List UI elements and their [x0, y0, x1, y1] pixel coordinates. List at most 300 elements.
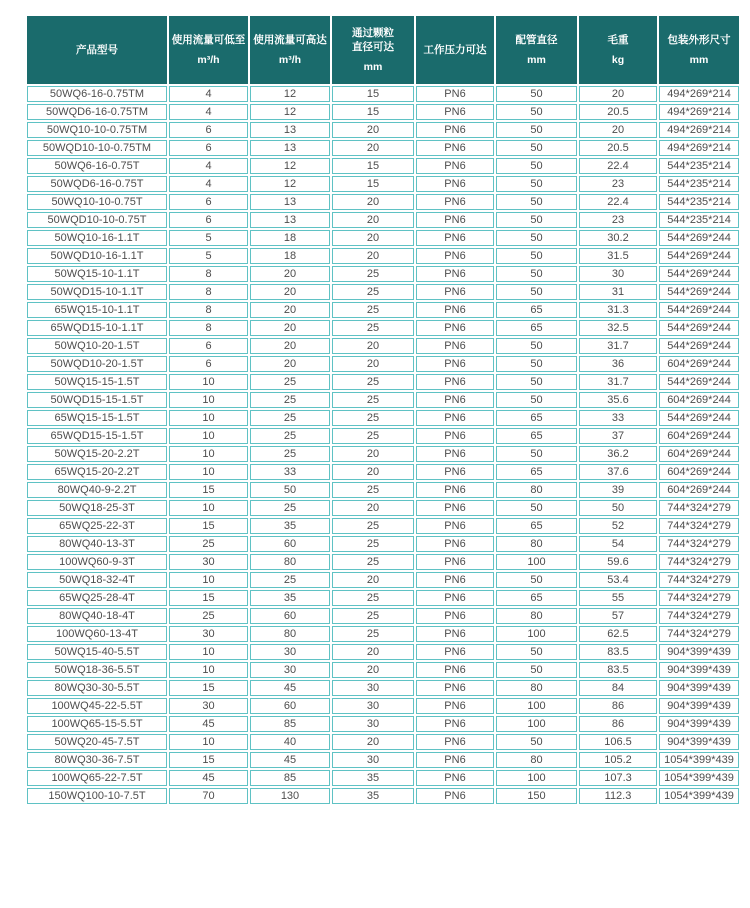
gross-weight-cell: 23: [579, 212, 657, 228]
pipe-diameter-cell: 50: [496, 212, 577, 228]
flow-min-cell: 25: [169, 608, 248, 624]
flow-min-cell: 10: [169, 410, 248, 426]
pipe-diameter-cell: 100: [496, 698, 577, 714]
table-row: [27, 770, 739, 786]
table-row: [27, 734, 739, 750]
column-header-particle-diameter: [332, 16, 414, 84]
flow-min-cell: 30: [169, 626, 248, 642]
pipe-diameter-cell: 100: [496, 770, 577, 786]
pipe-diameter-cell: 80: [496, 752, 577, 768]
model-cell: 65WQD15-15-1.5T: [27, 428, 167, 444]
flow-max-cell: 25: [250, 374, 330, 390]
table-row: [27, 356, 739, 372]
particle-diameter-cell: 25: [332, 626, 414, 642]
package-size-cell: 904*399*439: [659, 698, 739, 714]
particle-diameter-cell: 35: [332, 788, 414, 804]
flow-max-cell: 13: [250, 140, 330, 156]
particle-diameter-cell: 30: [332, 716, 414, 732]
gross-weight-cell: 20: [579, 122, 657, 138]
flow-max-cell: 12: [250, 86, 330, 102]
particle-diameter-cell: 20: [332, 212, 414, 228]
pipe-diameter-cell: 50: [496, 122, 577, 138]
column-header-pipe-diameter: [496, 16, 577, 84]
pipe-diameter-cell: 80: [496, 482, 577, 498]
flow-min-cell: 4: [169, 176, 248, 192]
gross-weight-cell: 86: [579, 698, 657, 714]
working-pressure-cell: PN6: [416, 140, 494, 156]
particle-diameter-cell: 25: [332, 374, 414, 390]
model-cell: 65WQ15-15-1.5T: [27, 410, 167, 426]
flow-min-cell: 10: [169, 572, 248, 588]
product-spec-table: [25, 14, 741, 806]
working-pressure-cell: PN6: [416, 788, 494, 804]
column-unit: mm: [527, 53, 546, 66]
gross-weight-cell: 30: [579, 266, 657, 282]
package-size-cell: 744*324*279: [659, 626, 739, 642]
working-pressure-cell: PN6: [416, 464, 494, 480]
flow-min-cell: 45: [169, 770, 248, 786]
particle-diameter-cell: 20: [332, 500, 414, 516]
particle-diameter-cell: 25: [332, 302, 414, 318]
working-pressure-cell: PN6: [416, 734, 494, 750]
flow-max-cell: 60: [250, 608, 330, 624]
working-pressure-cell: PN6: [416, 572, 494, 588]
flow-min-cell: 30: [169, 698, 248, 714]
particle-diameter-cell: 25: [332, 518, 414, 534]
package-size-cell: 744*324*279: [659, 518, 739, 534]
package-size-cell: 904*399*439: [659, 662, 739, 678]
flow-min-cell: 6: [169, 122, 248, 138]
model-cell: 65WQ25-28-4T: [27, 590, 167, 606]
table-row: [27, 230, 739, 246]
model-cell: 50WQ18-36-5.5T: [27, 662, 167, 678]
gross-weight-cell: 105.2: [579, 752, 657, 768]
particle-diameter-cell: 20: [332, 734, 414, 750]
particle-diameter-cell: 30: [332, 680, 414, 696]
gross-weight-cell: 33: [579, 410, 657, 426]
particle-diameter-cell: 25: [332, 266, 414, 282]
flow-min-cell: 10: [169, 446, 248, 462]
model-cell: 50WQ15-20-2.2T: [27, 446, 167, 462]
pipe-diameter-cell: 50: [496, 176, 577, 192]
pipe-diameter-cell: 50: [496, 572, 577, 588]
particle-diameter-cell: 30: [332, 698, 414, 714]
column-unit: m³/h: [197, 53, 220, 66]
column-label: 通过颗粒: [352, 27, 394, 40]
particle-diameter-cell: 20: [332, 122, 414, 138]
particle-diameter-cell: 25: [332, 320, 414, 336]
model-cell: 50WQ6-16-0.75T: [27, 158, 167, 174]
table-row: [27, 410, 739, 426]
flow-max-cell: 85: [250, 716, 330, 732]
table-row: [27, 518, 739, 534]
working-pressure-cell: PN6: [416, 158, 494, 174]
table-row: [27, 788, 739, 804]
table-body: [27, 86, 739, 804]
table-row: [27, 104, 739, 120]
particle-diameter-cell: 25: [332, 536, 414, 552]
flow-min-cell: 10: [169, 428, 248, 444]
column-unit: m³/h: [278, 53, 302, 66]
table-row: [27, 698, 739, 714]
gross-weight-cell: 36.2: [579, 446, 657, 462]
flow-min-cell: 8: [169, 284, 248, 300]
model-cell: 50WQ10-10-0.75TM: [27, 122, 167, 138]
package-size-cell: 904*399*439: [659, 734, 739, 750]
package-size-cell: 904*399*439: [659, 716, 739, 732]
particle-diameter-cell: 15: [332, 86, 414, 102]
model-cell: 50WQ15-40-5.5T: [27, 644, 167, 660]
flow-min-cell: 15: [169, 680, 248, 696]
table-row: [27, 446, 739, 462]
working-pressure-cell: PN6: [416, 554, 494, 570]
working-pressure-cell: PN6: [416, 248, 494, 264]
working-pressure-cell: PN6: [416, 644, 494, 660]
flow-max-cell: 12: [250, 104, 330, 120]
table-row: [27, 302, 739, 318]
package-size-cell: 1054*399*439: [659, 788, 739, 804]
flow-max-cell: 12: [250, 176, 330, 192]
particle-diameter-cell: 25: [332, 608, 414, 624]
pipe-diameter-cell: 50: [496, 338, 577, 354]
flow-max-cell: 80: [250, 626, 330, 642]
pipe-diameter-cell: 50: [496, 374, 577, 390]
flow-min-cell: 10: [169, 662, 248, 678]
table-row: [27, 536, 739, 552]
package-size-cell: 494*269*214: [659, 86, 739, 102]
gross-weight-cell: 35.6: [579, 392, 657, 408]
model-cell: 50WQ6-16-0.75TM: [27, 86, 167, 102]
working-pressure-cell: PN6: [416, 482, 494, 498]
model-cell: 50WQD6-16-0.75T: [27, 176, 167, 192]
flow-min-cell: 5: [169, 248, 248, 264]
gross-weight-cell: 30.2: [579, 230, 657, 246]
flow-min-cell: 10: [169, 644, 248, 660]
package-size-cell: 544*269*244: [659, 284, 739, 300]
table-row: [27, 194, 739, 210]
gross-weight-cell: 83.5: [579, 662, 657, 678]
column-unit: kg: [611, 53, 625, 66]
flow-max-cell: 18: [250, 248, 330, 264]
package-size-cell: 544*269*244: [659, 338, 739, 354]
model-cell: 80WQ40-13-3T: [27, 536, 167, 552]
table-row: [27, 338, 739, 354]
flow-min-cell: 15: [169, 752, 248, 768]
package-size-cell: 494*269*214: [659, 104, 739, 120]
model-cell: 65WQ15-20-2.2T: [27, 464, 167, 480]
pipe-diameter-cell: 100: [496, 626, 577, 642]
flow-min-cell: 45: [169, 716, 248, 732]
column-label: 包装外形尺寸: [667, 34, 731, 47]
pipe-diameter-cell: 65: [496, 590, 577, 606]
flow-min-cell: 6: [169, 338, 248, 354]
gross-weight-cell: 55: [579, 590, 657, 606]
package-size-cell: 544*269*244: [659, 302, 739, 318]
package-size-cell: 544*269*244: [659, 230, 739, 246]
flow-max-cell: 130: [250, 788, 330, 804]
column-label: 产品型号: [76, 43, 118, 56]
pipe-diameter-cell: 80: [496, 680, 577, 696]
pipe-diameter-cell: 50: [496, 104, 577, 120]
flow-min-cell: 10: [169, 464, 248, 480]
flow-max-cell: 45: [250, 752, 330, 768]
flow-max-cell: 20: [250, 356, 330, 372]
table-row: [27, 284, 739, 300]
table-row: [27, 140, 739, 156]
table-row: [27, 626, 739, 642]
gross-weight-cell: 106.5: [579, 734, 657, 750]
package-size-cell: 1054*399*439: [659, 752, 739, 768]
pipe-diameter-cell: 50: [496, 158, 577, 174]
particle-diameter-cell: 25: [332, 428, 414, 444]
flow-max-cell: 30: [250, 644, 330, 660]
particle-diameter-cell: 20: [332, 140, 414, 156]
model-cell: 80WQ40-18-4T: [27, 608, 167, 624]
particle-diameter-cell: 25: [332, 554, 414, 570]
pipe-diameter-cell: 50: [496, 140, 577, 156]
table-row: [27, 158, 739, 174]
particle-diameter-cell: 20: [332, 572, 414, 588]
package-size-cell: 544*235*214: [659, 158, 739, 174]
column-header-model: [27, 16, 167, 84]
pipe-diameter-cell: 80: [496, 608, 577, 624]
working-pressure-cell: PN6: [416, 194, 494, 210]
table-row: [27, 572, 739, 588]
gross-weight-cell: 31.7: [579, 374, 657, 390]
working-pressure-cell: PN6: [416, 266, 494, 282]
particle-diameter-cell: 25: [332, 482, 414, 498]
particle-diameter-cell: 25: [332, 410, 414, 426]
flow-min-cell: 6: [169, 194, 248, 210]
particle-diameter-cell: 20: [332, 230, 414, 246]
working-pressure-cell: PN6: [416, 662, 494, 678]
column-label: 配管直径: [515, 34, 558, 47]
model-cell: 50WQ18-25-3T: [27, 500, 167, 516]
model-cell: 50WQD6-16-0.75TM: [27, 104, 167, 120]
gross-weight-cell: 57: [579, 608, 657, 624]
gross-weight-cell: 86: [579, 716, 657, 732]
gross-weight-cell: 37: [579, 428, 657, 444]
particle-diameter-cell: 20: [332, 248, 414, 264]
particle-diameter-cell: 25: [332, 392, 414, 408]
model-cell: 50WQ15-15-1.5T: [27, 374, 167, 390]
pipe-diameter-cell: 50: [496, 284, 577, 300]
package-size-cell: 604*269*244: [659, 482, 739, 498]
table-row: [27, 266, 739, 282]
working-pressure-cell: PN6: [416, 698, 494, 714]
package-size-cell: 744*324*279: [659, 572, 739, 588]
package-size-cell: 744*324*279: [659, 590, 739, 606]
gross-weight-cell: 50: [579, 500, 657, 516]
gross-weight-cell: 54: [579, 536, 657, 552]
flow-max-cell: 25: [250, 410, 330, 426]
pipe-diameter-cell: 65: [496, 428, 577, 444]
particle-diameter-cell: 25: [332, 284, 414, 300]
flow-min-cell: 10: [169, 374, 248, 390]
flow-max-cell: 25: [250, 392, 330, 408]
package-size-cell: 544*269*244: [659, 320, 739, 336]
model-cell: 50WQD10-10-0.75TM: [27, 140, 167, 156]
package-size-cell: 744*324*279: [659, 554, 739, 570]
model-cell: 100WQ65-15-5.5T: [27, 716, 167, 732]
flow-max-cell: 20: [250, 302, 330, 318]
pipe-diameter-cell: 65: [496, 302, 577, 318]
model-cell: 80WQ30-30-5.5T: [27, 680, 167, 696]
gross-weight-cell: 53.4: [579, 572, 657, 588]
particle-diameter-cell: 15: [332, 104, 414, 120]
flow-min-cell: 10: [169, 734, 248, 750]
working-pressure-cell: PN6: [416, 374, 494, 390]
pipe-diameter-cell: 65: [496, 410, 577, 426]
package-size-cell: 744*324*279: [659, 608, 739, 624]
flow-min-cell: 15: [169, 590, 248, 606]
flow-max-cell: 13: [250, 122, 330, 138]
model-cell: 50WQ10-10-0.75T: [27, 194, 167, 210]
flow-min-cell: 70: [169, 788, 248, 804]
package-size-cell: 904*399*439: [659, 644, 739, 660]
particle-diameter-cell: 20: [332, 662, 414, 678]
flow-min-cell: 6: [169, 212, 248, 228]
flow-min-cell: 10: [169, 500, 248, 516]
package-size-cell: 544*235*214: [659, 212, 739, 228]
package-size-cell: 494*269*214: [659, 122, 739, 138]
working-pressure-cell: PN6: [416, 176, 494, 192]
working-pressure-cell: PN6: [416, 590, 494, 606]
column-header-package-size: [659, 16, 739, 84]
package-size-cell: 604*269*244: [659, 464, 739, 480]
model-cell: 50WQD10-20-1.5T: [27, 356, 167, 372]
pipe-diameter-cell: 50: [496, 500, 577, 516]
pipe-diameter-cell: 50: [496, 734, 577, 750]
model-cell: 65WQ15-10-1.1T: [27, 302, 167, 318]
gross-weight-cell: 31.5: [579, 248, 657, 264]
column-label: 使用流量可低至: [171, 34, 246, 47]
gross-weight-cell: 62.5: [579, 626, 657, 642]
column-label: 直径可达: [352, 41, 394, 54]
table-row: [27, 752, 739, 768]
table-row: [27, 680, 739, 696]
working-pressure-cell: PN6: [416, 320, 494, 336]
gross-weight-cell: 107.3: [579, 770, 657, 786]
package-size-cell: 1054*399*439: [659, 770, 739, 786]
package-size-cell: 604*269*244: [659, 356, 739, 372]
flow-min-cell: 4: [169, 86, 248, 102]
package-size-cell: 904*399*439: [659, 680, 739, 696]
flow-max-cell: 33: [250, 464, 330, 480]
model-cell: 50WQD10-10-0.75T: [27, 212, 167, 228]
package-size-cell: 604*269*244: [659, 392, 739, 408]
working-pressure-cell: PN6: [416, 122, 494, 138]
particle-diameter-cell: 20: [332, 338, 414, 354]
table-row: [27, 392, 739, 408]
working-pressure-cell: PN6: [416, 212, 494, 228]
table-row: [27, 590, 739, 606]
gross-weight-cell: 52: [579, 518, 657, 534]
gross-weight-cell: 22.4: [579, 194, 657, 210]
table-row: [27, 500, 739, 516]
flow-max-cell: 80: [250, 554, 330, 570]
flow-min-cell: 8: [169, 320, 248, 336]
particle-diameter-cell: 25: [332, 590, 414, 606]
flow-max-cell: 20: [250, 320, 330, 336]
flow-max-cell: 20: [250, 284, 330, 300]
working-pressure-cell: PN6: [416, 752, 494, 768]
model-cell: 50WQ10-16-1.1T: [27, 230, 167, 246]
package-size-cell: 544*269*244: [659, 374, 739, 390]
particle-diameter-cell: 20: [332, 644, 414, 660]
pipe-diameter-cell: 50: [496, 86, 577, 102]
pipe-diameter-cell: 50: [496, 230, 577, 246]
header-row: [27, 16, 739, 84]
model-cell: 100WQ65-22-7.5T: [27, 770, 167, 786]
flow-min-cell: 10: [169, 392, 248, 408]
table-row: [27, 428, 739, 444]
particle-diameter-cell: 30: [332, 752, 414, 768]
working-pressure-cell: PN6: [416, 428, 494, 444]
gross-weight-cell: 112.3: [579, 788, 657, 804]
pipe-diameter-cell: 50: [496, 194, 577, 210]
gross-weight-cell: 84: [579, 680, 657, 696]
package-size-cell: 744*324*279: [659, 536, 739, 552]
gross-weight-cell: 36: [579, 356, 657, 372]
flow-min-cell: 15: [169, 482, 248, 498]
working-pressure-cell: PN6: [416, 392, 494, 408]
gross-weight-cell: 39: [579, 482, 657, 498]
model-cell: 50WQD10-16-1.1T: [27, 248, 167, 264]
flow-max-cell: 35: [250, 518, 330, 534]
flow-min-cell: 8: [169, 302, 248, 318]
working-pressure-cell: PN6: [416, 536, 494, 552]
table-row: [27, 554, 739, 570]
table-row: [27, 176, 739, 192]
flow-max-cell: 18: [250, 230, 330, 246]
flow-max-cell: 20: [250, 266, 330, 282]
column-label: 工作压力可达: [423, 43, 487, 56]
working-pressure-cell: PN6: [416, 716, 494, 732]
flow-max-cell: 50: [250, 482, 330, 498]
model-cell: 50WQD15-10-1.1T: [27, 284, 167, 300]
model-cell: 150WQ100-10-7.5T: [27, 788, 167, 804]
model-cell: 50WQ15-10-1.1T: [27, 266, 167, 282]
model-cell: 50WQ20-45-7.5T: [27, 734, 167, 750]
flow-min-cell: 6: [169, 356, 248, 372]
working-pressure-cell: PN6: [416, 518, 494, 534]
flow-max-cell: 20: [250, 338, 330, 354]
flow-max-cell: 35: [250, 590, 330, 606]
pipe-diameter-cell: 50: [496, 392, 577, 408]
particle-diameter-cell: 15: [332, 158, 414, 174]
model-cell: 50WQD15-15-1.5T: [27, 392, 167, 408]
working-pressure-cell: PN6: [416, 302, 494, 318]
gross-weight-cell: 31.3: [579, 302, 657, 318]
column-header-gross-weight: [579, 16, 657, 84]
working-pressure-cell: PN6: [416, 104, 494, 120]
table-row: [27, 320, 739, 336]
flow-max-cell: 13: [250, 194, 330, 210]
table-row: [27, 248, 739, 264]
flow-min-cell: 15: [169, 518, 248, 534]
working-pressure-cell: PN6: [416, 338, 494, 354]
table-row: [27, 662, 739, 678]
model-cell: 50WQ10-20-1.5T: [27, 338, 167, 354]
flow-max-cell: 40: [250, 734, 330, 750]
flow-max-cell: 12: [250, 158, 330, 174]
working-pressure-cell: PN6: [416, 626, 494, 642]
column-header-working-pressure: [416, 16, 494, 84]
flow-max-cell: 13: [250, 212, 330, 228]
package-size-cell: 604*269*244: [659, 446, 739, 462]
column-label: 使用流量可高达: [253, 34, 327, 47]
